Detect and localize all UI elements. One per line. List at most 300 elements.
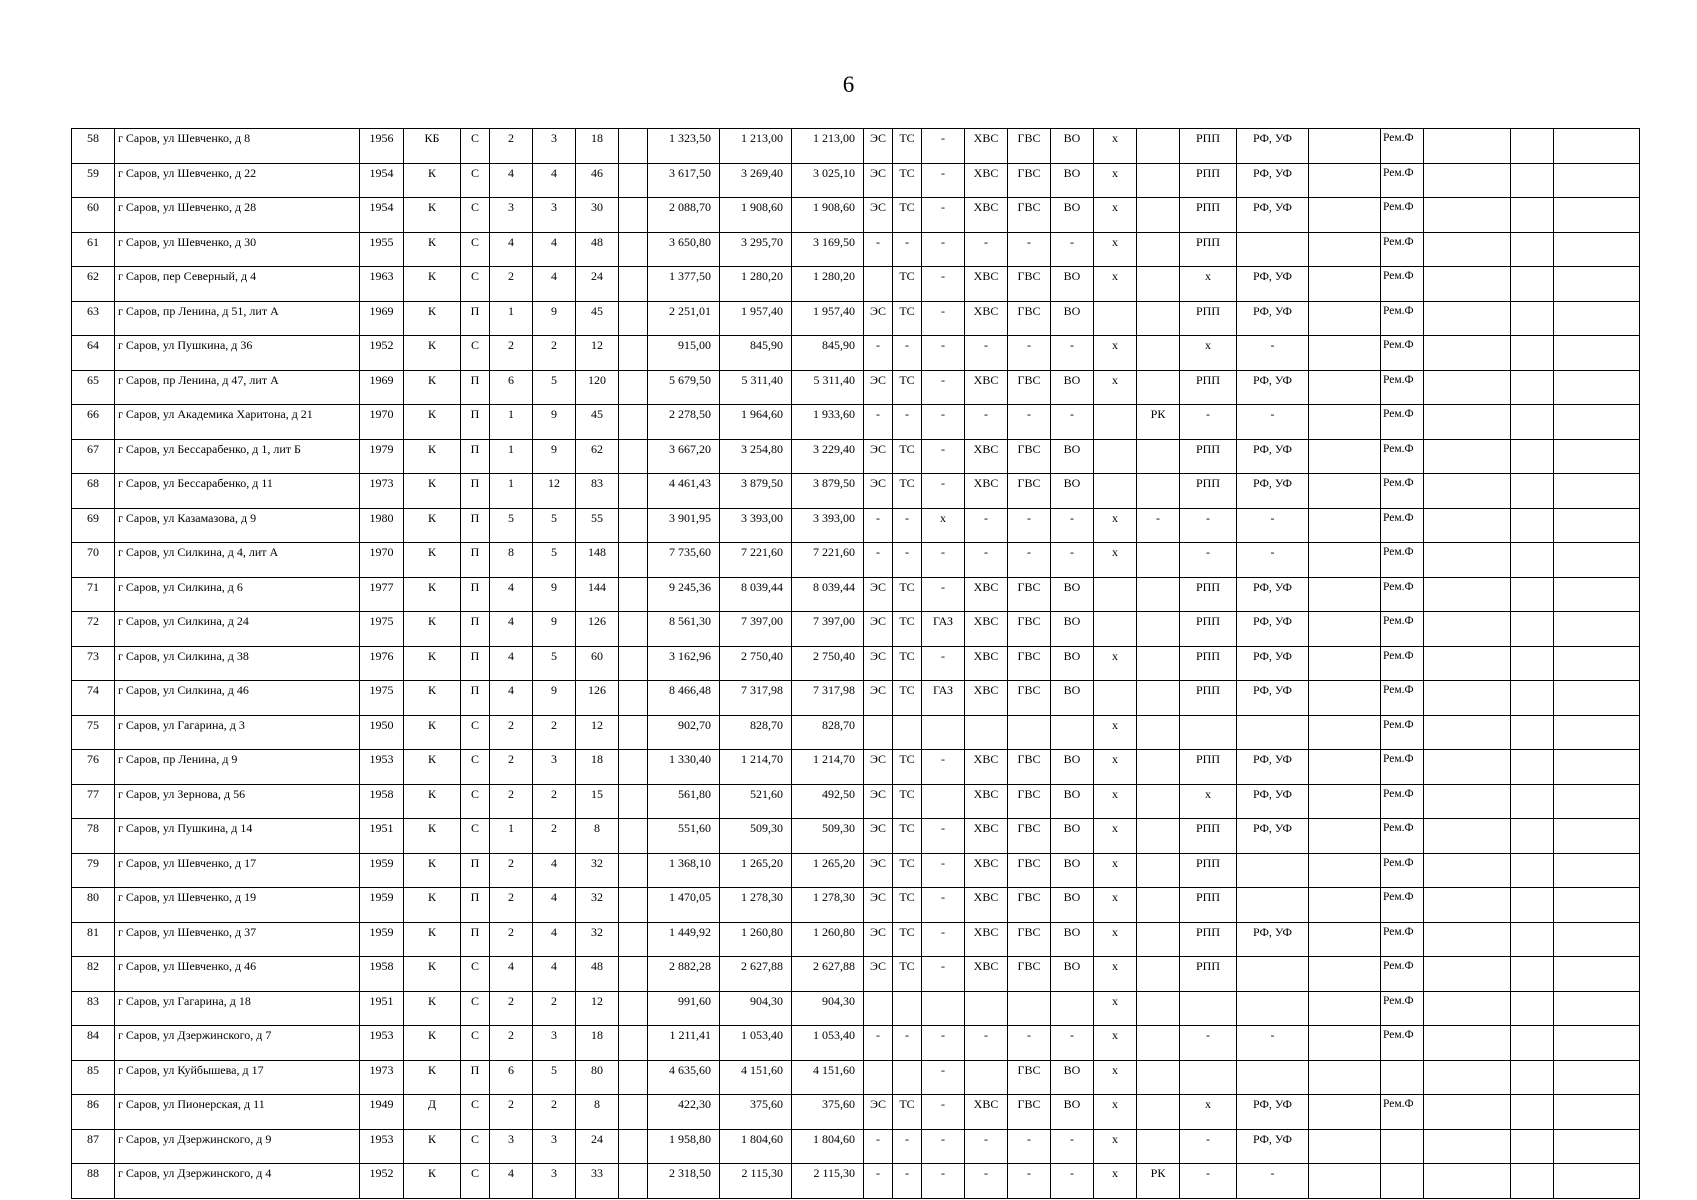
table-cell: - [922,1164,965,1199]
table-cell: 81 [72,922,115,957]
table-cell: 1955 [360,232,404,267]
table-cell [1511,267,1554,302]
table-cell: - [922,198,965,233]
table-cell: Рем.Ф [1381,129,1424,164]
table-cell: С [461,1129,490,1164]
table-cell [619,508,648,543]
table-cell: ЭС [864,577,893,612]
table-cell: 66 [72,405,115,440]
address-cell: г Саров, ул Пионерская, д 11 [115,1095,360,1130]
table-cell: К [404,1026,461,1061]
table-cell: 9 [533,405,576,440]
table-cell: х [1094,991,1137,1026]
table-cell: - [965,405,1008,440]
table-cell: К [404,681,461,716]
table-cell: - [1008,336,1051,371]
address-cell: г Саров, ул Бессарабенко, д 1, лит Б [115,439,360,474]
table-cell: РПП [1180,612,1237,647]
table-cell: 3 229,40 [792,439,864,474]
table-cell: ВО [1051,474,1094,509]
table-cell [1554,991,1640,1026]
table-cell: х [1094,232,1137,267]
table-cell: РФ, УФ [1237,612,1309,647]
table-cell: 1959 [360,853,404,888]
table-cell: 72 [72,612,115,647]
table-cell: 845,90 [720,336,792,371]
table-row [72,405,1640,440]
table-cell: ВО [1051,750,1094,785]
table-cell: 2 [533,991,576,1026]
table-cell: К [404,715,461,750]
table-cell: 1 278,30 [720,888,792,923]
table-cell: ХВС [965,646,1008,681]
table-cell: Рем.Ф [1381,577,1424,612]
table-cell [1094,577,1137,612]
table-cell: - [1051,543,1094,578]
table-cell: ЭС [864,198,893,233]
table-cell: ГВС [1008,784,1051,819]
table-cell [1511,1164,1554,1199]
table-cell: 82 [72,957,115,992]
table-cell: 2 882,28 [648,957,720,992]
table-cell: х [1094,543,1137,578]
table-cell [1137,267,1180,302]
table-cell [1137,888,1180,923]
table-cell: С [461,232,490,267]
table-cell: 1970 [360,543,404,578]
table-cell [1424,991,1511,1026]
table-cell: 12 [576,991,619,1026]
table-cell: - [1008,1164,1051,1199]
table-cell [1309,1095,1381,1130]
table-cell: РПП [1180,370,1237,405]
table-cell: 4 [490,681,533,716]
table-cell: 9 [533,439,576,474]
table-cell: х [1180,267,1237,302]
table-cell [965,715,1008,750]
table-cell: 9 245,36 [648,577,720,612]
table-cell: С [461,1095,490,1130]
address-cell: г Саров, ул Гагарина, д 3 [115,715,360,750]
table-cell [1237,715,1309,750]
table-cell [619,888,648,923]
address-cell: г Саров, ул Дзержинского, д 4 [115,1164,360,1199]
table-cell: 61 [72,232,115,267]
table-cell: ХВС [965,922,1008,957]
table-cell: - [1180,543,1237,578]
table-cell: ВО [1051,1095,1094,1130]
table-cell: К [404,922,461,957]
table-cell: 1953 [360,1026,404,1061]
table-cell [1554,405,1640,440]
table-cell: 3 650,80 [648,232,720,267]
table-cell: - [965,232,1008,267]
table-cell [922,784,965,819]
table-cell: 2 [490,750,533,785]
table-cell: 60 [576,646,619,681]
address-cell: г Саров, ул Пушкина, д 36 [115,336,360,371]
table-cell: РФ, УФ [1237,1095,1309,1130]
table-cell [1511,508,1554,543]
table-cell: 4 [490,232,533,267]
table-cell: 8 [576,819,619,854]
table-cell [1424,129,1511,164]
table-cell: - [1051,1129,1094,1164]
table-row [72,612,1640,647]
table-cell: 12 [576,336,619,371]
table-cell: - [922,163,965,198]
table-cell: П [461,474,490,509]
table-cell [1554,1060,1640,1095]
table-cell [1424,715,1511,750]
table-cell [619,1095,648,1130]
table-cell: 1 280,20 [720,267,792,302]
table-cell [1237,232,1309,267]
table-cell: 3 295,70 [720,232,792,267]
table-cell: 1979 [360,439,404,474]
address-cell: г Саров, ул Академика Харитона, д 21 [115,405,360,440]
table-cell: х [1094,163,1137,198]
table-cell: РФ, УФ [1237,922,1309,957]
table-cell [1094,301,1137,336]
table-cell [1309,267,1381,302]
table-cell: х [1180,1095,1237,1130]
table-cell: - [893,543,922,578]
table-cell: С [461,991,490,1026]
table-cell: х [1094,888,1137,923]
table-cell [1094,474,1137,509]
table-row [72,853,1640,888]
table-cell: С [461,957,490,992]
table-cell [1511,1095,1554,1130]
table-cell: 2 [490,853,533,888]
table-cell: 4 151,60 [720,1060,792,1095]
table-cell [1309,370,1381,405]
table-cell: 1 260,80 [720,922,792,957]
table-cell: - [1137,508,1180,543]
address-cell: г Саров, ул Пушкина, д 14 [115,819,360,854]
table-cell: 6 [490,370,533,405]
table-cell: РФ, УФ [1237,750,1309,785]
table-cell [1137,991,1180,1026]
table-cell: П [461,922,490,957]
table-cell: 5 311,40 [792,370,864,405]
table-cell: 4 [533,888,576,923]
table-cell: 68 [72,474,115,509]
table-cell: 4 [533,957,576,992]
table-cell: 15 [576,784,619,819]
table-cell [1237,888,1309,923]
table-cell: К [404,784,461,819]
table-cell [1554,853,1640,888]
table-cell: 4 635,60 [648,1060,720,1095]
table-cell: 4 [533,922,576,957]
table-cell [1424,336,1511,371]
table-cell [1309,439,1381,474]
table-cell [1554,957,1640,992]
table-cell: 59 [72,163,115,198]
table-cell: ТС [893,163,922,198]
table-cell: ХВС [965,129,1008,164]
table-cell: х [1094,922,1137,957]
table-cell: РПП [1180,888,1237,923]
table-cell: х [1094,819,1137,854]
table-cell: 5 [533,508,576,543]
table-cell [1554,129,1640,164]
table-cell: ХВС [965,750,1008,785]
table-cell: - [893,508,922,543]
address-cell: г Саров, ул Силкина, д 24 [115,612,360,647]
table-cell: 422,30 [648,1095,720,1130]
table-cell [1137,750,1180,785]
table-cell [1424,163,1511,198]
table-cell: ГВС [1008,370,1051,405]
address-cell: г Саров, ул Зернова, д 56 [115,784,360,819]
table-cell: 84 [72,1026,115,1061]
table-cell: х [1094,853,1137,888]
table-cell: ХВС [965,888,1008,923]
table-cell: 80 [72,888,115,923]
table-cell [1137,577,1180,612]
table-cell: 3 901,95 [648,508,720,543]
table-cell: 1 470,05 [648,888,720,923]
table-cell: РПП [1180,439,1237,474]
table-cell: х [1094,1129,1137,1164]
table-cell [619,474,648,509]
table-cell: ТС [893,129,922,164]
table-cell: - [922,1026,965,1061]
table-cell [922,715,965,750]
table-cell [1309,198,1381,233]
table-cell: - [893,336,922,371]
table-cell: х [1094,646,1137,681]
table-cell: х [1094,1060,1137,1095]
table-cell: 904,30 [720,991,792,1026]
table-cell: ГВС [1008,681,1051,716]
address-cell: г Саров, ул Шевченко, д 46 [115,957,360,992]
table-cell: - [1237,336,1309,371]
table-cell: ГВС [1008,439,1051,474]
table-cell: РПП [1180,198,1237,233]
table-cell: С [461,267,490,302]
table-cell: 45 [576,405,619,440]
table-cell: ВО [1051,370,1094,405]
table-cell: 1969 [360,301,404,336]
table-cell [1511,577,1554,612]
table-cell: 1 330,40 [648,750,720,785]
table-cell: ХВС [965,439,1008,474]
table-row [72,439,1640,474]
table-cell: 4 [533,267,576,302]
table-cell [1137,474,1180,509]
table-cell: ХВС [965,577,1008,612]
table-cell [1137,819,1180,854]
table-cell [619,612,648,647]
table-cell: ВО [1051,577,1094,612]
table-cell: РФ, УФ [1237,646,1309,681]
table-cell: 1 265,20 [720,853,792,888]
table-cell: 5 [533,370,576,405]
table-cell: 1 260,80 [792,922,864,957]
table-cell: - [922,405,965,440]
table-cell: - [893,232,922,267]
table-cell: К [404,474,461,509]
table-cell: 144 [576,577,619,612]
table-cell: - [965,1129,1008,1164]
table-row [72,715,1640,750]
table-cell [1309,301,1381,336]
table-cell: 902,70 [648,715,720,750]
table-cell: РПП [1180,646,1237,681]
table-cell: 2 750,40 [720,646,792,681]
table-cell: 3 169,50 [792,232,864,267]
table-cell: 1 214,70 [792,750,864,785]
table-cell: 7 317,98 [720,681,792,716]
table-cell: 3 [490,1129,533,1164]
table-cell: Рем.Ф [1381,750,1424,785]
address-cell: г Саров, ул Шевченко, д 28 [115,198,360,233]
table-cell: 1959 [360,922,404,957]
table-cell: Рем.Ф [1381,957,1424,992]
table-cell: С [461,1026,490,1061]
table-cell [1511,681,1554,716]
table-cell: ЭС [864,474,893,509]
table-row [72,163,1640,198]
table-cell [1424,439,1511,474]
table-cell: С [461,1164,490,1199]
table-cell [1554,163,1640,198]
address-cell: г Саров, пр Ленина, д 51, лит А [115,301,360,336]
table-cell: 2 627,88 [720,957,792,992]
table-cell: 1951 [360,819,404,854]
table-cell [1424,750,1511,785]
table-cell: 55 [576,508,619,543]
table-cell [1137,232,1180,267]
address-cell: г Саров, пр Ленина, д 9 [115,750,360,785]
table-cell: - [864,232,893,267]
table-cell: ТС [893,784,922,819]
table-cell: 3 [533,129,576,164]
table-cell: 3 393,00 [792,508,864,543]
table-cell [1554,198,1640,233]
table-cell [1309,129,1381,164]
table-cell: 9 [533,301,576,336]
table-cell: 1975 [360,612,404,647]
table-cell: ГВС [1008,922,1051,957]
table-cell [619,405,648,440]
table-cell [1237,853,1309,888]
table-cell: - [922,853,965,888]
table-cell: 2 [490,715,533,750]
table-cell: Д [404,1095,461,1130]
table-cell [1511,474,1554,509]
table-cell [1554,784,1640,819]
table-cell: 12 [576,715,619,750]
table-cell: - [864,1129,893,1164]
table-cell [1137,1129,1180,1164]
table-row [72,267,1640,302]
table-cell: 2 [533,1095,576,1130]
table-cell [1424,232,1511,267]
table-cell: 7 735,60 [648,543,720,578]
table-cell: 7 397,00 [720,612,792,647]
table-cell [1137,543,1180,578]
table-cell: ЭС [864,301,893,336]
table-cell [1424,853,1511,888]
table-cell [864,1060,893,1095]
table-cell: 12 [533,474,576,509]
table-cell: 3 879,50 [720,474,792,509]
table-cell [1381,1060,1424,1095]
table-cell [1309,922,1381,957]
table-cell [1511,370,1554,405]
table-cell: - [922,922,965,957]
table-cell [1554,646,1640,681]
table-cell [1424,405,1511,440]
address-cell: г Саров, ул Дзержинского, д 9 [115,1129,360,1164]
table-cell [1511,1129,1554,1164]
table-cell: ГВС [1008,198,1051,233]
table-cell: 1973 [360,474,404,509]
table-cell: 991,60 [648,991,720,1026]
table-cell: К [404,267,461,302]
table-cell: 1954 [360,198,404,233]
table-cell: 1 214,70 [720,750,792,785]
table-cell: 1980 [360,508,404,543]
table-cell: ЭС [864,646,893,681]
table-cell: - [922,1095,965,1130]
table-cell: 1958 [360,784,404,819]
table-cell: ТС [893,1095,922,1130]
table-cell [619,163,648,198]
address-cell: г Саров, ул Шевченко, д 8 [115,129,360,164]
table-row [72,577,1640,612]
table-cell: ВО [1051,922,1094,957]
table-row [72,1095,1640,1130]
table-cell: - [965,336,1008,371]
table-cell: 1 213,00 [792,129,864,164]
table-cell: ЭС [864,1095,893,1130]
table-cell: - [1180,508,1237,543]
table-cell [619,336,648,371]
table-cell: РПП [1180,301,1237,336]
table-cell: 148 [576,543,619,578]
table-cell [1424,577,1511,612]
table-cell: ХВС [965,198,1008,233]
table-cell: - [1008,1129,1051,1164]
table-cell [1424,681,1511,716]
table-cell: 62 [576,439,619,474]
table-cell: - [864,543,893,578]
table-cell: 33 [576,1164,619,1199]
table-cell [1137,370,1180,405]
table-cell: 3 393,00 [720,508,792,543]
table-cell: х [1094,370,1137,405]
table-cell: - [864,405,893,440]
table-cell: ХВС [965,957,1008,992]
table-cell: 2 115,30 [720,1164,792,1199]
table-cell: К [404,405,461,440]
table-cell: - [965,1026,1008,1061]
address-cell: г Саров, ул Силкина, д 6 [115,577,360,612]
table-cell: 8 561,30 [648,612,720,647]
table-cell: ТС [893,577,922,612]
table-cell: РПП [1180,129,1237,164]
table-cell: 1 265,20 [792,853,864,888]
table-cell: 1 957,40 [720,301,792,336]
address-cell: г Саров, ул Силкина, д 4, лит А [115,543,360,578]
table-cell: РПП [1180,474,1237,509]
